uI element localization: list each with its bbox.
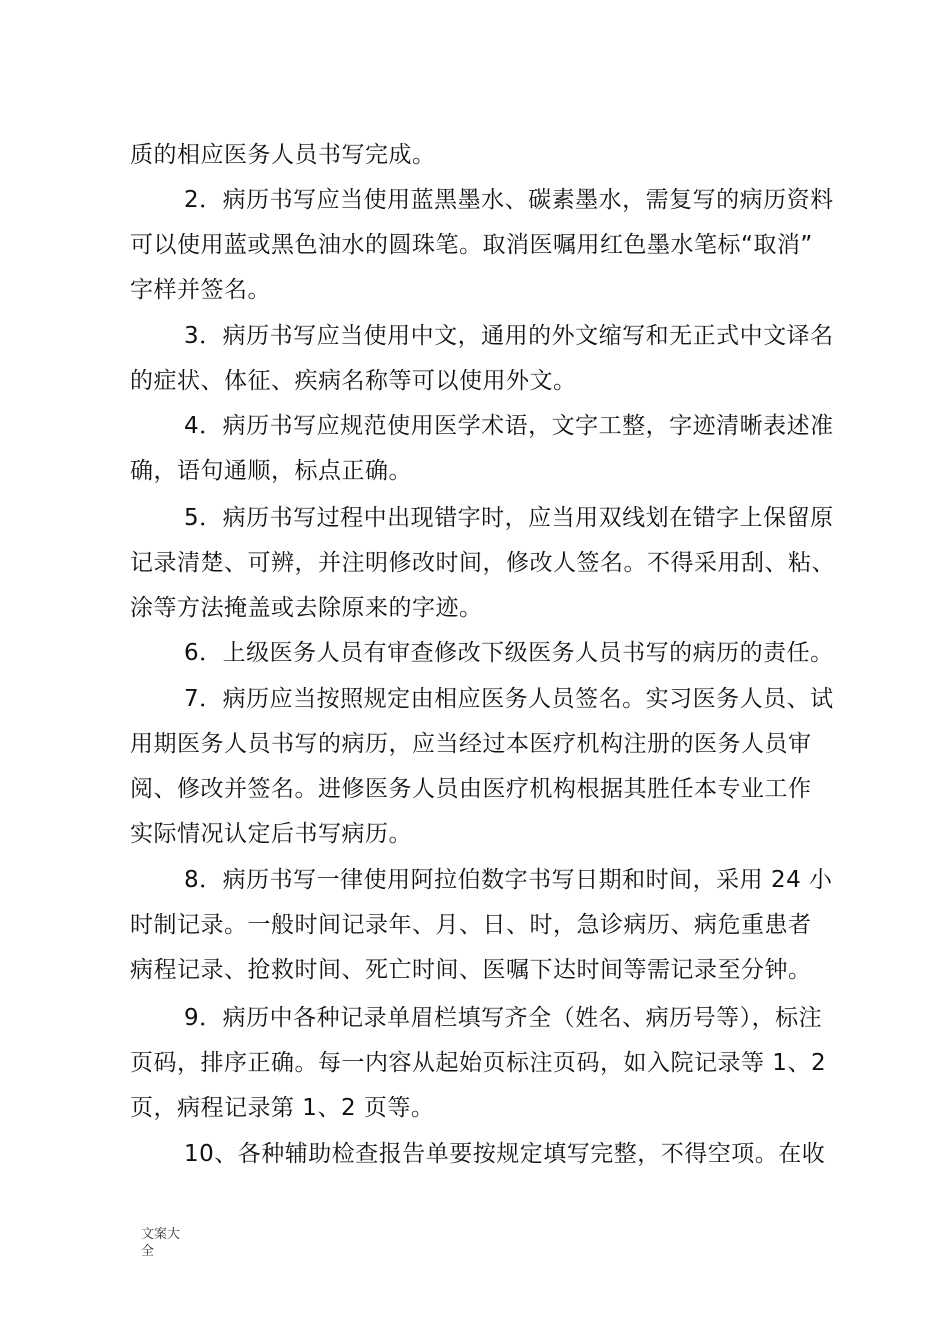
paragraph-2-line-1: 2．病历书写应当使用蓝黑墨水、碳素墨水，需复写的病历资料 [184, 187, 834, 213]
footer-label [141, 1226, 180, 1260]
paragraph-9-line-1: 9．病历中各种记录单眉栏填写齐全（姓名、病历号等），标注 [184, 1005, 823, 1031]
paragraph-5-line-3: 涂等方法掩盖或去除原来的字迹。 [130, 595, 483, 621]
paragraph-2-line-2: 可以使用蓝或黑色油水的圆珠笔。取消医嘱用红色墨水笔标“取消” [130, 232, 813, 258]
paragraph-4-line-1: 4．病历书写应规范使用医学术语，文字工整，字迹清晰表述准 [184, 413, 834, 439]
paragraph-7-line-4: 实际情况认定后书写病历。 [130, 821, 412, 847]
paragraph-8-line-2: 时制记录。一般时间记录年、月、日、时，急诊病历、病危重患者 [130, 912, 812, 938]
paragraph-7-line-2: 用期医务人员书写的病历，应当经过本医疗机构注册的医务人员审 [130, 731, 812, 757]
paragraph-7-line-3: 阅、修改并签名。进修医务人员由医疗机构根据其胜任本专业工作 [130, 776, 812, 802]
paragraph-10-line-1: 10、各种辅助检查报告单要按规定填写完整，不得空项。在收 [184, 1141, 826, 1167]
footer-label-line-1: 文案大 [141, 1227, 181, 1242]
paragraph-4-line-2: 确，语句通顺，标点正确。 [130, 458, 412, 484]
paragraph-2-line-3: 字样并签名。 [130, 277, 271, 303]
paragraph-8-line-1: 8．病历书写一律使用阿拉伯数字书写日期和时间，采用 24 小 [184, 867, 833, 893]
paragraph-1-line-1: 质的相应医务人员书写完成。 [130, 142, 436, 168]
paragraph-5-line-1: 5．病历书写过程中出现错字时，应当用双线划在错字上保留原 [184, 505, 834, 531]
paragraph-3-line-1: 3．病历书写应当使用中文，通用的外文缩写和无正式中文译名 [184, 323, 834, 349]
paragraph-5-line-2: 记录清楚、可辨，并注明修改时间，修改人签名。不得采用刮、粘、 [130, 550, 835, 576]
paragraph-9-line-3: 页，病程记录第 1、2 页等。 [130, 1095, 435, 1121]
paragraph-3-line-2: 的症状、体征、疾病名称等可以使用外文。 [130, 368, 577, 394]
paragraph-6-line-1: 6．上级医务人员有审查修改下级医务人员书写的病历的责任。 [184, 640, 834, 666]
footer-label-line-2: 全 [141, 1244, 155, 1259]
paragraph-7-line-1: 7．病历应当按照规定由相应医务人员签名。实习医务人员、试 [184, 686, 834, 712]
paragraph-8-line-3: 病程记录、抢救时间、死亡时间、医嘱下达时间等需记录至分钟。 [130, 957, 812, 983]
paragraph-9-line-2: 页码，排序正确。每一内容从起始页标注页码，如入院记录等 1、2 [130, 1050, 827, 1076]
